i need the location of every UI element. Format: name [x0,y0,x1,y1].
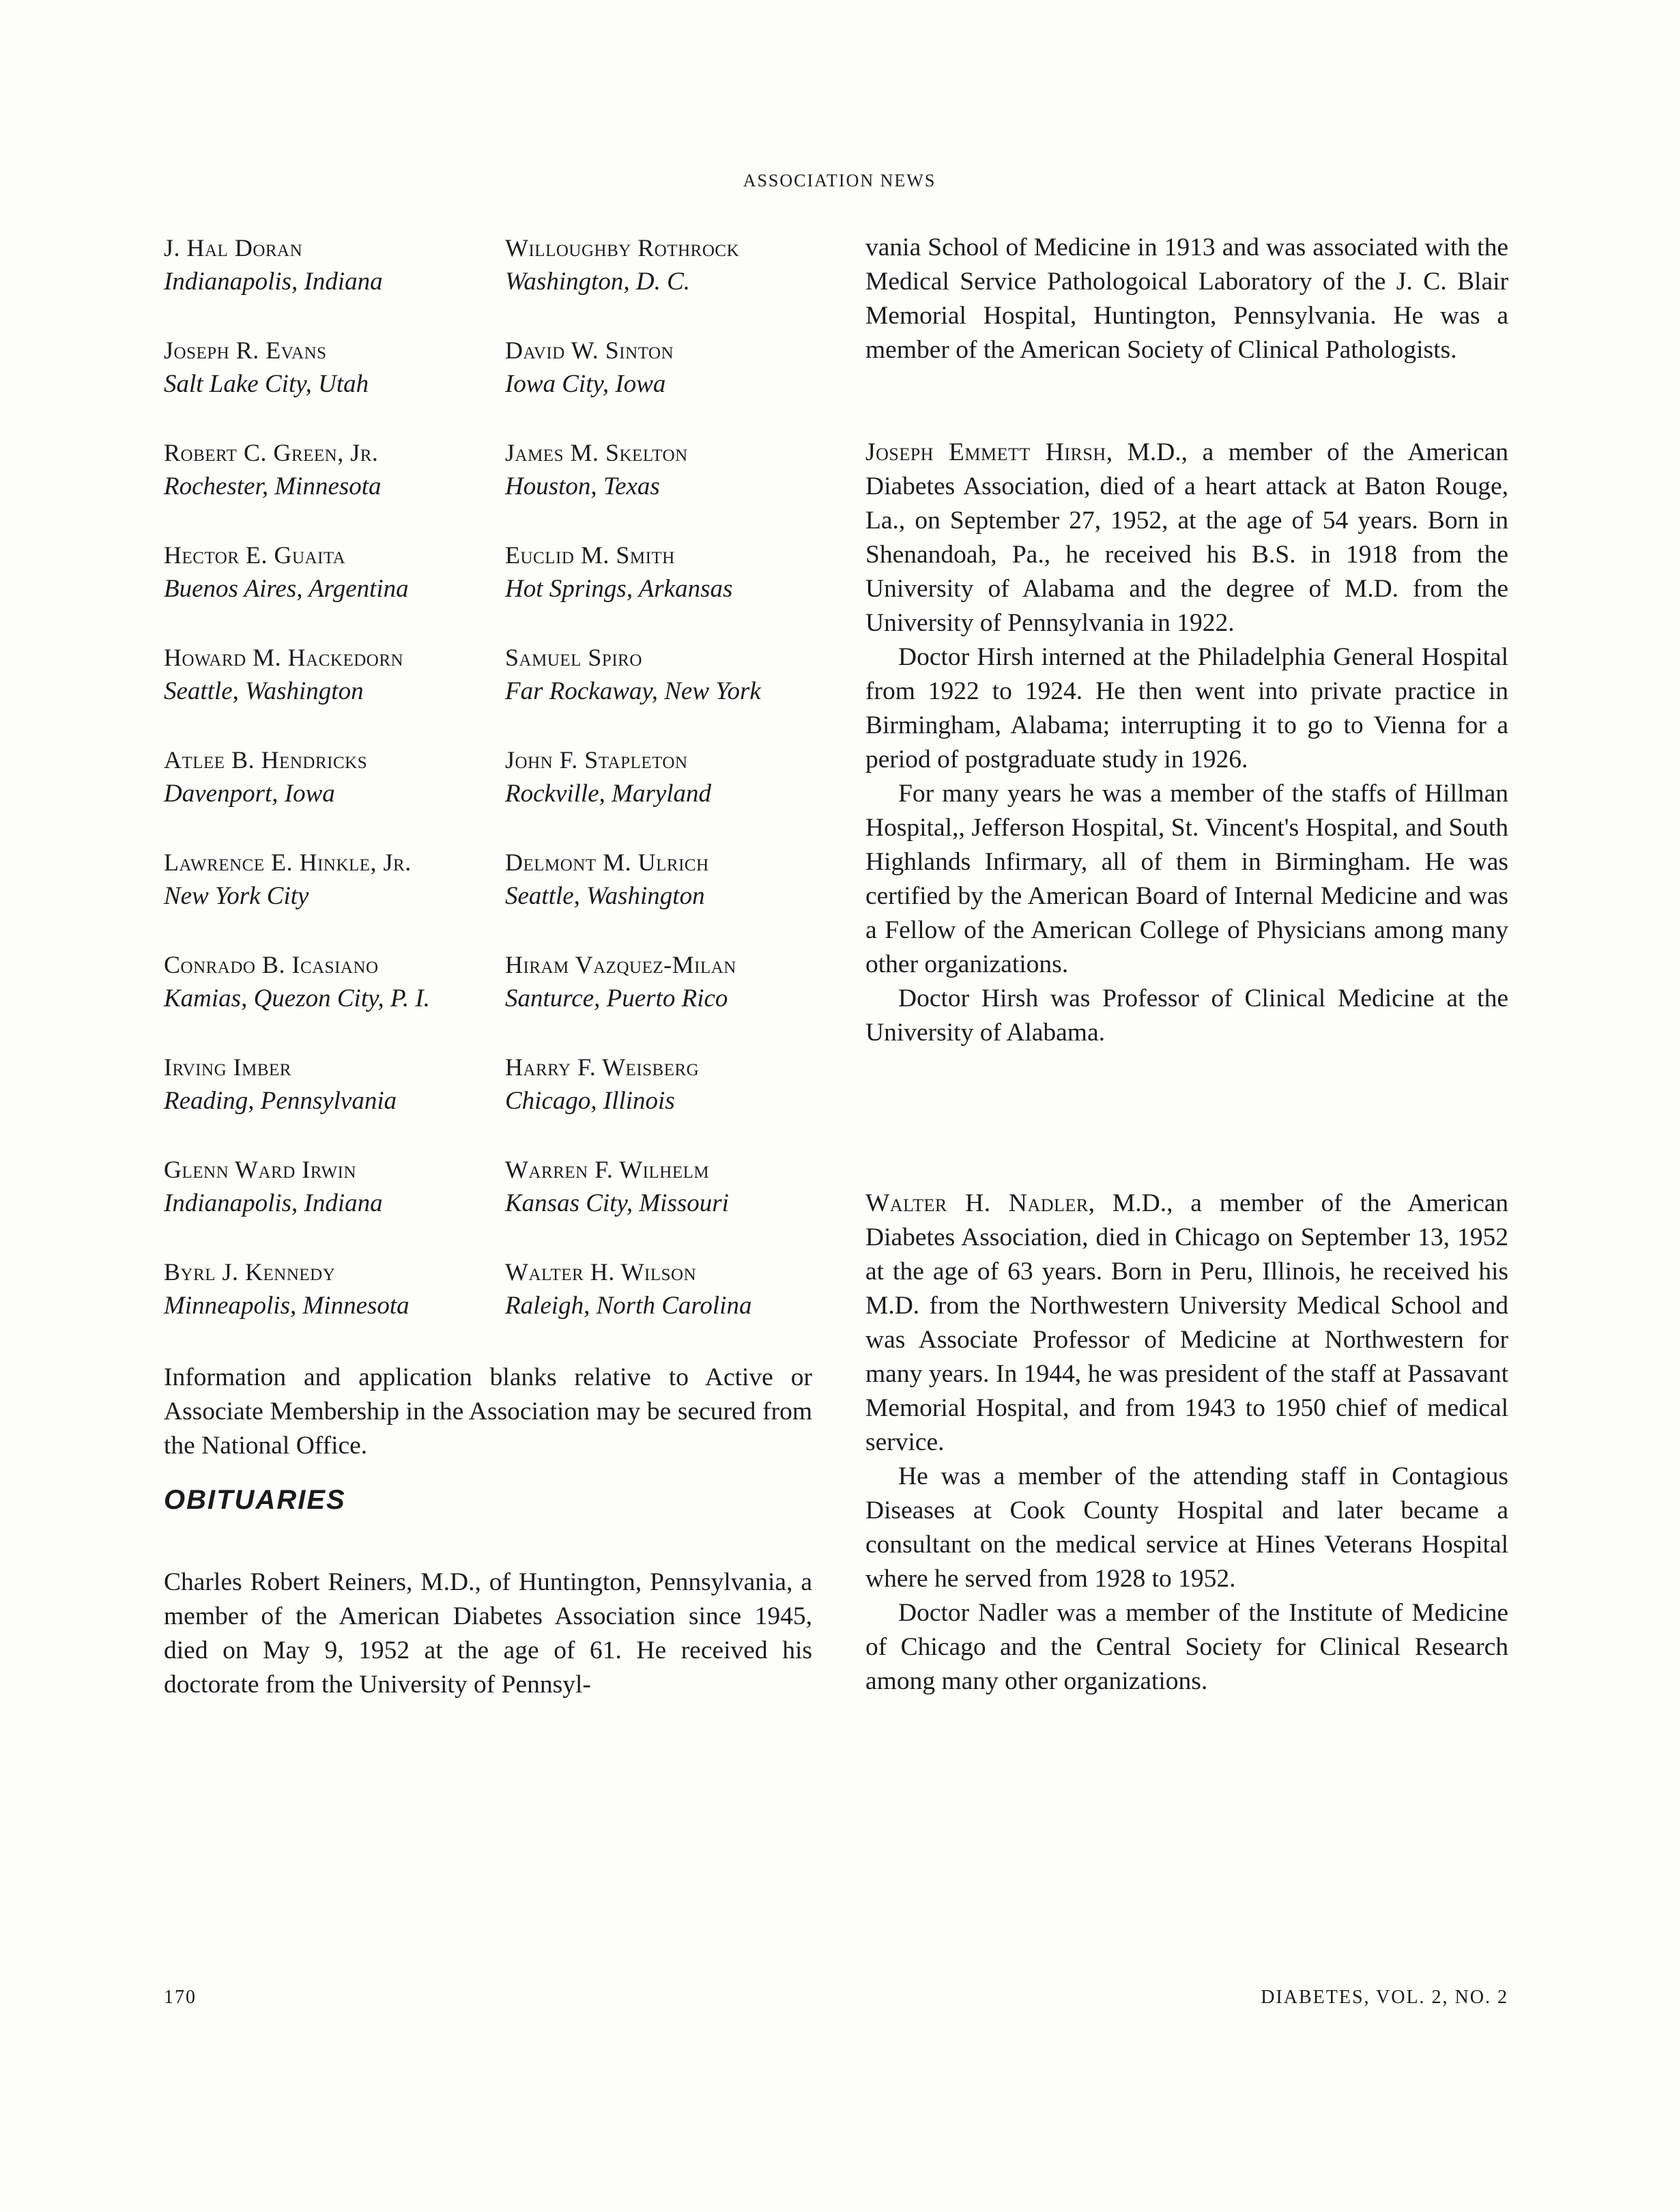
member-place: Rockville, Maryland [505,780,712,808]
obituaries-heading: OBITUARIES [164,1485,346,1515]
journal-citation: DIABETES, VOL. 2, NO. 2 [1261,1987,1508,2008]
member-name: Willoughby Rothrock [505,234,740,261]
member-place: Kamias, Quezon City, P. I. [164,984,430,1012]
obituary-paragraph: Doctor Nadler was a member of the Institute of Medicine of Chicago and the Central Society for Clinical Research among many other organizations. [865,1599,1508,1695]
member-name: Walter H. Wilson [505,1258,697,1286]
deceased-name: Joseph Emmett Hirsh [865,438,1106,466]
member-entry [505,948,833,1016]
obituary-nadler [865,1187,1508,1699]
running-head: ASSOCIATION NEWS [743,171,936,190]
member-name: Conrado B. Icasiano [164,951,379,978]
member-name: Howard M. Hackedorn [164,644,404,671]
member-entry [164,1152,491,1221]
member-place: Washington, D. C. [505,268,691,296]
member-entry [164,948,491,1016]
member-place: Houston, Texas [505,472,660,500]
member-name: Hector E. Guaita [164,541,346,569]
member-name: John F. Stapleton [505,746,688,774]
member-entry [164,333,491,401]
member-entry [505,1255,833,1323]
member-entry [164,436,491,504]
page-number: 170 [164,1987,197,2008]
member-name: David W. Sinton [505,337,674,364]
obituary-paragraph: He was a member of the attending staff in Contagious Diseases at Cook County Hospital and later became a consultant on the medical service at Hines Veterans Hospital where he served from 1928 to 1952. [865,1462,1508,1593]
member-entry [164,743,491,811]
member-name: Joseph R. Evans [164,337,327,364]
member-place: Salt Lake City, Utah [164,370,369,398]
member-entry [505,333,833,401]
paragraph-text: , M.D., a member of the American Diabetes Association, died of a heart attack at Baton Rouge, La., on September 27, 1952, at the age of 54 years. Born in Shenandoah, Pa., he received his B.S. in 1918 from the University of Alabama and the degree of M.D. from the University of Pennsylvania in 1922. [865,438,1508,637]
member-place: Santurce, Puerto Rico [505,984,728,1012]
member-place: Far Rockaway, New York [505,677,761,705]
member-place: Indianapolis, Indiana [164,1189,383,1217]
member-entry [164,845,491,913]
obituary-hirsh [865,436,1508,1050]
member-place: Iowa City, Iowa [505,370,666,398]
member-name: Samuel Spiro [505,644,642,671]
member-place: Seattle, Washington [505,882,705,910]
deceased-name: Walter H. Nadler [865,1189,1089,1217]
membership-info: Information and application blanks relative to Active or Associate Membership in the Association may be secured from the National Office. [164,1363,812,1460]
obituary-reiners-continued: vania School of Medicine in 1913 and was associated with the Medical Service Pathologoical Laboratory of the J. C. Blair Memorial Hospital, Huntington, Pennsylvania. He was a member of the American Society of Clinical Pathologists. [865,233,1508,364]
member-place: Rochester, Minnesota [164,472,382,500]
member-entry [505,845,833,913]
member-place: Reading, Pennsylvania [164,1087,397,1115]
member-name: J. Hal Doran [164,234,303,261]
member-name: Euclid M. Smith [505,541,675,569]
member-name: Atlee B. Hendricks [164,746,368,774]
obituary-paragraph [865,1187,1508,1460]
member-entry [164,538,491,606]
member-name: Harry F. Weisberg [505,1053,700,1081]
obituary-paragraph [865,436,1508,640]
member-place: Raleigh, North Carolina [505,1292,752,1320]
member-place: Indianapolis, Indiana [164,268,383,296]
obituary-paragraph: Doctor Hirsh interned at the Philadelphia General Hospital from 1922 to 1924. He then went into private practice in Birmingham, Alabama; interrupting it to go to Vienna for a period of postgraduate study in 1926. [865,643,1508,774]
member-place: New York City [164,882,309,910]
member-name: Robert C. Green, Jr. [164,439,379,466]
member-name: Warren F. Wilhelm [505,1156,710,1183]
member-entry [505,1152,833,1221]
obituary-reiners-start: Charles Robert Reiners, M.D., of Huntington, Pennsylvania, a member of the American Diabetes Association since 1945, died on May 9, 1952 at the age of 61. He received his doctorate from the University of Pennsyl- [164,1568,812,1699]
member-entry [505,436,833,504]
paragraph-text: , M.D., a member of the American Diabetes Association, died in Chicago on September 13, 1952 at the age of 63 years. Born in Peru, Illinois, he received his M.D. from the Northwestern University Medical School and was Associate Professor of Medicine at Northwestern for many years. In 1944, he was president of the staff at Passavant Memorial Hospital, and from 1943 to 1950 chief of medical service. [865,1189,1508,1456]
member-place: Chicago, Illinois [505,1087,675,1115]
member-place: Hot Springs, Arkansas [505,575,733,603]
member-name: Lawrence E. Hinkle, Jr. [164,849,412,876]
member-entry [505,538,833,606]
member-entry [505,231,833,299]
member-name: Irving Imber [164,1053,291,1081]
left-column [164,231,812,1699]
member-place: Davenport, Iowa [164,780,335,808]
member-entry [505,743,833,811]
member-place: Buenos Aires, Argentina [164,575,409,603]
member-list [164,231,812,1323]
member-place: Kansas City, Missouri [505,1189,729,1217]
member-entry [505,1050,833,1118]
member-place: Minneapolis, Minnesota [164,1292,410,1320]
member-entry [164,1255,491,1323]
member-name: Glenn Ward Irwin [164,1156,357,1183]
member-name: Delmont M. Ulrich [505,849,709,876]
member-name: Hiram Vazquez-Milan [505,951,736,978]
member-place: Seattle, Washington [164,677,364,705]
member-name: James M. Skelton [505,439,688,466]
member-entry [164,640,491,709]
member-entry [164,231,491,299]
obituary-paragraph: For many years he was a member of the staffs of Hillman Hospital,, Jefferson Hospital, St. Vincent's Hospital, and South Highlands Infirmary, all of them in Birmingham. He was certified by the American Board of Internal Medicine and was a Fellow of the American College of Physicians among many other organizations. [865,780,1508,978]
obituary-paragraph: Doctor Hirsh was Professor of Clinical Medicine at the University of Alabama. [865,984,1508,1047]
member-entry [164,1050,491,1118]
member-name: Byrl J. Kennedy [164,1258,336,1286]
member-entry [505,640,833,709]
